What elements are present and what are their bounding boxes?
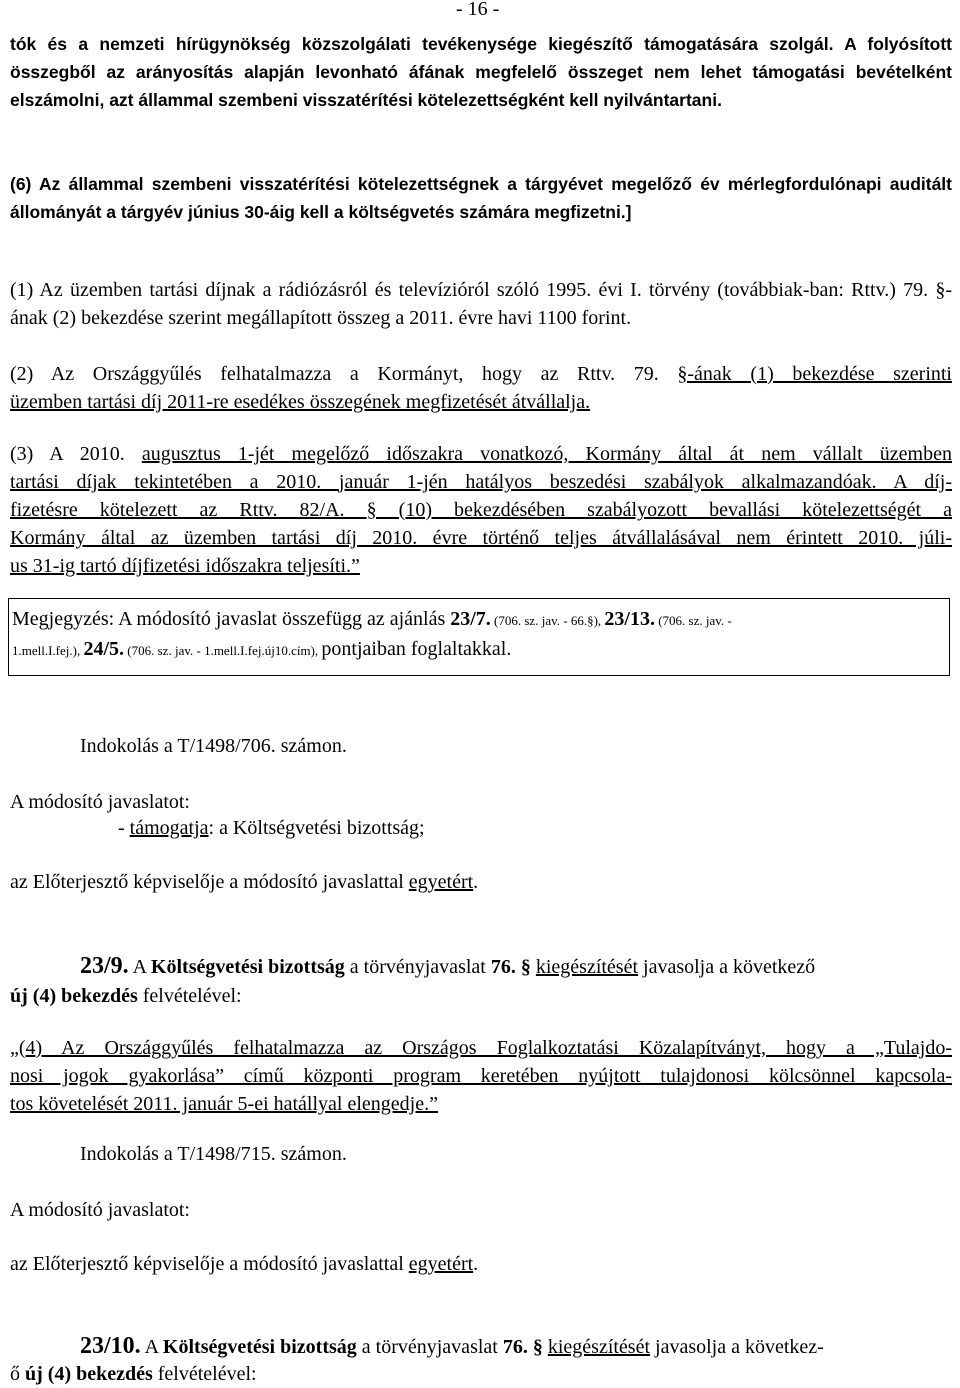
presenter-line-1	[10, 868, 478, 896]
amendment-2-line-1	[80, 1332, 824, 1361]
amendment-1-quote	[10, 1034, 952, 1118]
support-word: támogatja	[129, 817, 209, 839]
note-ref-3: 24/5.	[83, 638, 125, 660]
amendment-1-number: 23/9.	[80, 953, 129, 979]
amendment-1-committee: Költségvetési bizottság	[150, 956, 345, 978]
amendment-1-line-2	[10, 982, 242, 1010]
amendment-2-committee: Költségvetési bizottság	[162, 1336, 357, 1358]
para2-line1b: §-ának (1) bekezdése szerinti	[677, 363, 952, 385]
quote-line-1: „(4) Az Országgyűlés felhatalmazza az Országos Foglalkoztatási Közalapítványt, hogy a „Tulajdo-	[10, 1037, 952, 1059]
amendment-2-section: 76. §	[502, 1336, 543, 1358]
support-prefix: -	[118, 817, 130, 839]
presenter-suffix-2: .	[473, 1253, 479, 1275]
proposal-label-1: A módosító javaslatot:	[10, 791, 190, 813]
amendment-1-text-d: javasolja a következő	[638, 956, 816, 978]
para3-line4: Kormány által az üzemben tartási díj 2010. évre történő teljes átvállalásával nem érintett 2010. júli-	[10, 527, 952, 549]
amendment-2-number: 23/10.	[80, 1333, 141, 1359]
amendment-2-text-d: javasolja a következ-	[650, 1336, 824, 1358]
quote-line-3: tos követelését 2011. január 5-ei hatállyal elengedje.”	[10, 1093, 438, 1115]
quote-line-2: nosi jogok gyakorlása” című központi program keretében nyújtott tulajdonosi kölcsönnel kapcsola-	[10, 1065, 952, 1087]
note-ref-1: 23/7.	[450, 608, 491, 630]
paragraph-6-bold: (6) Az állammal szembeni visszatérítési kötelezettségnek a tárgyévet megelőző év mérlegfordulónapi auditált állományát a tárgyév június 30-áig kell a költségvetés számára megfizetni.]	[10, 174, 952, 222]
amendment-2-line-2	[10, 1360, 257, 1388]
para2-line2: üzemben tartási díj 2011-re esedékes összegének megfizetését átvállalja.	[10, 391, 591, 413]
note-ref-2-detail-cont: 1.mell.I.fej.),	[12, 643, 84, 658]
amendment-2-text-f: felvételével:	[152, 1363, 257, 1385]
amendment-1-keyword: kiegészítését	[535, 956, 639, 978]
amendment-2-text-e: ő	[10, 1363, 25, 1385]
amendment-1-line-1	[80, 952, 815, 981]
support-line	[118, 814, 425, 842]
note-suffix: pontjaiban foglaltakkal.	[321, 638, 512, 660]
paragraph-1: (1) Az üzemben tartási díjnak a rádiózásról és televízióról szóló 1995. évi I. törvény (továbbiak-ban: Rttv.) 79. §-ának (2) bekezdése szerint megállapított összeg a 2011. évre havi 1100 forint.	[10, 279, 952, 329]
amendment-1-text-a: A	[128, 956, 151, 978]
para3-line3b: § (10) bekezdésében szabályozott bevallási kötelezettségét a	[366, 499, 952, 521]
presenter-prefix-1: az Előterjesztő képviselője a módosító javaslattal	[10, 871, 409, 893]
presenter-prefix-2: az Előterjesztő képviselője a módosító javaslattal	[10, 1253, 409, 1275]
paragraph-3	[10, 440, 952, 580]
note-ref-2-detail: (706. sz. jav. -	[654, 613, 732, 628]
support-rest: : a Költségvetési bizottság;	[208, 817, 425, 839]
presenter-suffix-1: .	[473, 871, 479, 893]
note-ref-1-detail: (706. sz. jav. - 66.§),	[490, 613, 605, 628]
presenter-line-2	[10, 1250, 478, 1278]
para3-line2b: január 1-jén hatályos beszedési szabályok alkalmazandóak. A díj-	[338, 471, 953, 493]
amendment-1-text-b: a törvényjavaslat	[344, 956, 491, 978]
para3-line5: us 31-ig tartó díjfizetési időszakra teljesíti.”	[10, 555, 360, 577]
amendment-2-new-paragraph: új (4) bekezdés	[25, 1363, 153, 1385]
note-ref-3-detail: (706. sz. jav. - 1.mell.I.fej.új10.cím),	[124, 643, 322, 658]
proposal-label-2: A módosító javaslatot:	[10, 1199, 190, 1221]
para3-line2a: tartási díjak tekintetében a 2010.	[10, 471, 339, 493]
note-ref-2: 23/13.	[604, 608, 655, 630]
note-box	[8, 598, 950, 676]
para3-line1b: augusztus 1-jét megelőző időszakra vonatkozó, Kormány által át nem vállalt üzemben	[141, 443, 952, 465]
presenter-word-1: egyetért	[408, 871, 474, 893]
amendment-2-text-a: A	[140, 1336, 163, 1358]
amendment-2-text-b: a törvényjavaslat	[356, 1336, 503, 1358]
para3-line1a: (3) A 2010.	[10, 443, 142, 465]
page-number: - 16 -	[456, 0, 500, 20]
para3-line3a: fizetésre kötelezett az Rttv. 82/A.	[10, 499, 367, 521]
amendment-1-new-paragraph: új (4) bekezdés	[10, 985, 138, 1007]
presenter-word-2: egyetért	[408, 1253, 474, 1275]
amendment-2-keyword: kiegészítését	[547, 1336, 651, 1358]
justification-1: Indokolás a T/1498/706. számon.	[80, 735, 347, 757]
previous-text-bold: tók és a nemzeti hírügynökség közszolgálati tevékenysége kiegészítő támogatására szolgál. A folyósított összegből az arányosítás alapján levonható áfának megfelelő összeget nem lehet támogatási bevételként elszámolni, azt állammal szembeni visszatérítési kötelezettségként kell nyilvántartani.	[10, 34, 952, 110]
para2-line1a: (2) Az Országgyűlés felhatalmazza a Kormányt, hogy az Rttv. 79.	[10, 363, 678, 385]
amendment-1-section: 76. §	[490, 956, 531, 978]
note-prefix: Megjegyzés: A módosító javaslat összefügg az ajánlás	[12, 608, 451, 630]
paragraph-2	[10, 360, 952, 416]
justification-2: Indokolás a T/1498/715. számon.	[80, 1143, 347, 1165]
amendment-1-text-e: felvételével:	[137, 985, 242, 1007]
